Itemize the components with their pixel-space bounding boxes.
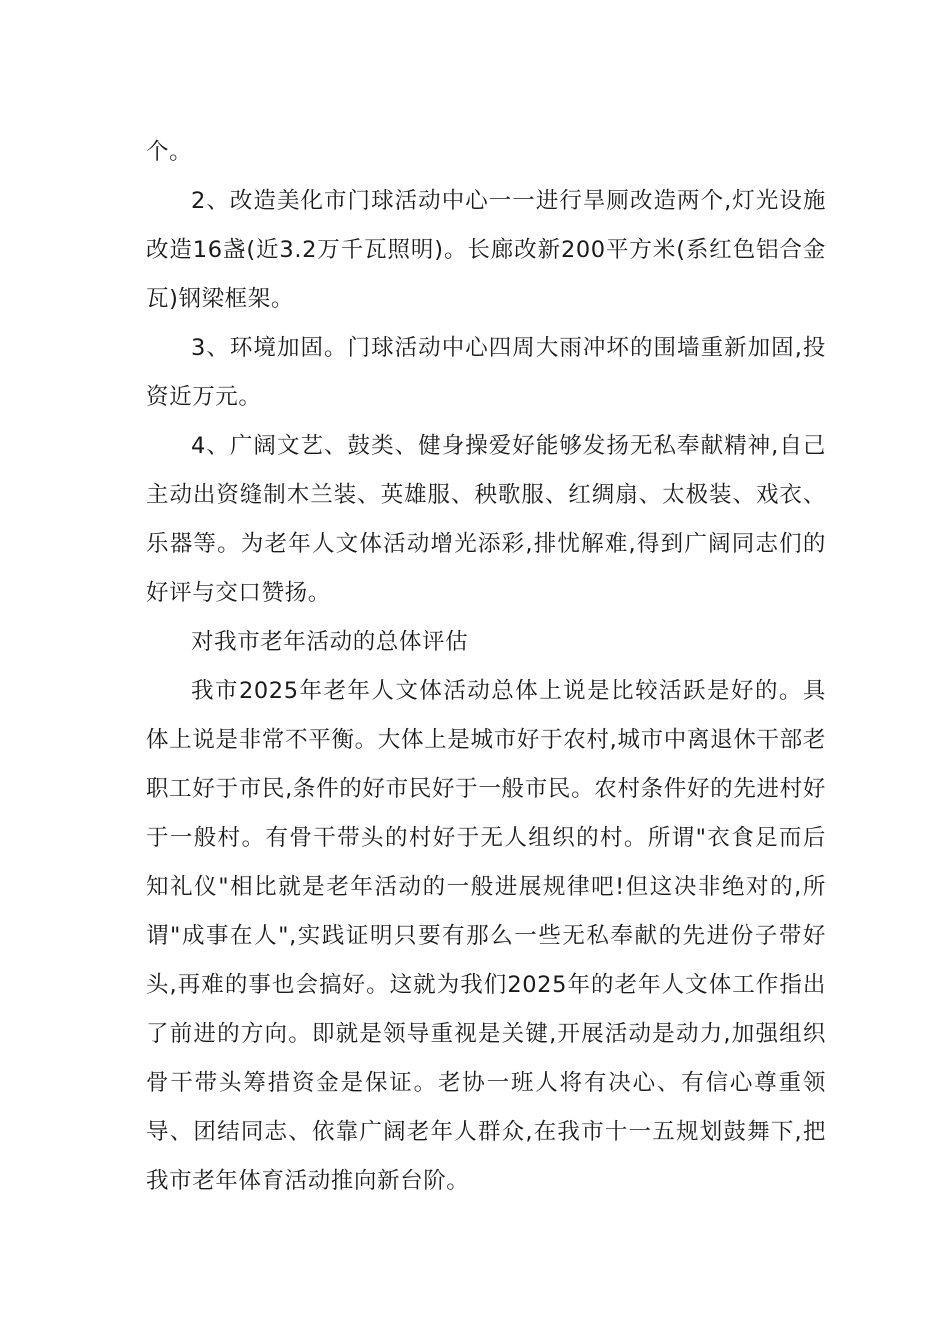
- paragraph-item-3: 3、环境加固。门球活动中心四周大雨冲坏的围墙重新加固,投资近万元。: [146, 335, 826, 410]
- paragraph-evaluation: 我市2025年老年人文体活动总体上说是比较活跃是好的。具体上说是非常不平衡。大体上是城市好于农村,城市中离退休干部老职工好于市民,条件的好市民好于一般市民。农村条件好的先进村好于一般村。有骨干带头的村好于无人组织的村。所谓"衣食足而后知礼仪"相比就是老年活动的一般进展规律吧!但这决非绝对的,所谓"成事在人",实践证明只要有那么一些无私奉献的先进份子带好头,再难的事也会搞好。这就为我们2025年的老年人文体工作指出了前进的方向。即就是领导重视是关键,开展活动是动力,加强组织骨干带头筹措资金是保证。老协一班人将有决心、有信心尊重领导、团结同志、依靠广阔老年人群众,在我市十一五规划鼓舞下,把我市老年体育活动推向新台阶。: [146, 678, 826, 1194]
- paragraph-item-4: 4、广阔文艺、鼓类、健身操爱好能够发扬无私奉献精神,自己主动出资缝制木兰装、英雄服、秧歌服、红绸扇、太极装、戏衣、乐器等。为老年人文体活动增光添彩,排忧解难,得到广阔同志们的好评与交口赞扬。: [146, 433, 826, 606]
- paragraph-continuation: 个。: [146, 139, 193, 165]
- section-heading: 对我市老年活动的总体评估: [191, 629, 469, 655]
- document-body: [146, 128, 826, 1206]
- paragraph-item-2: 2、改造美化市门球活动中心一一进行旱厕改造两个,灯光设施改造16盏(近3.2万千瓦照明)。长廊改新200平方米(系红色铝合金瓦)钢梁框架。: [146, 188, 826, 312]
